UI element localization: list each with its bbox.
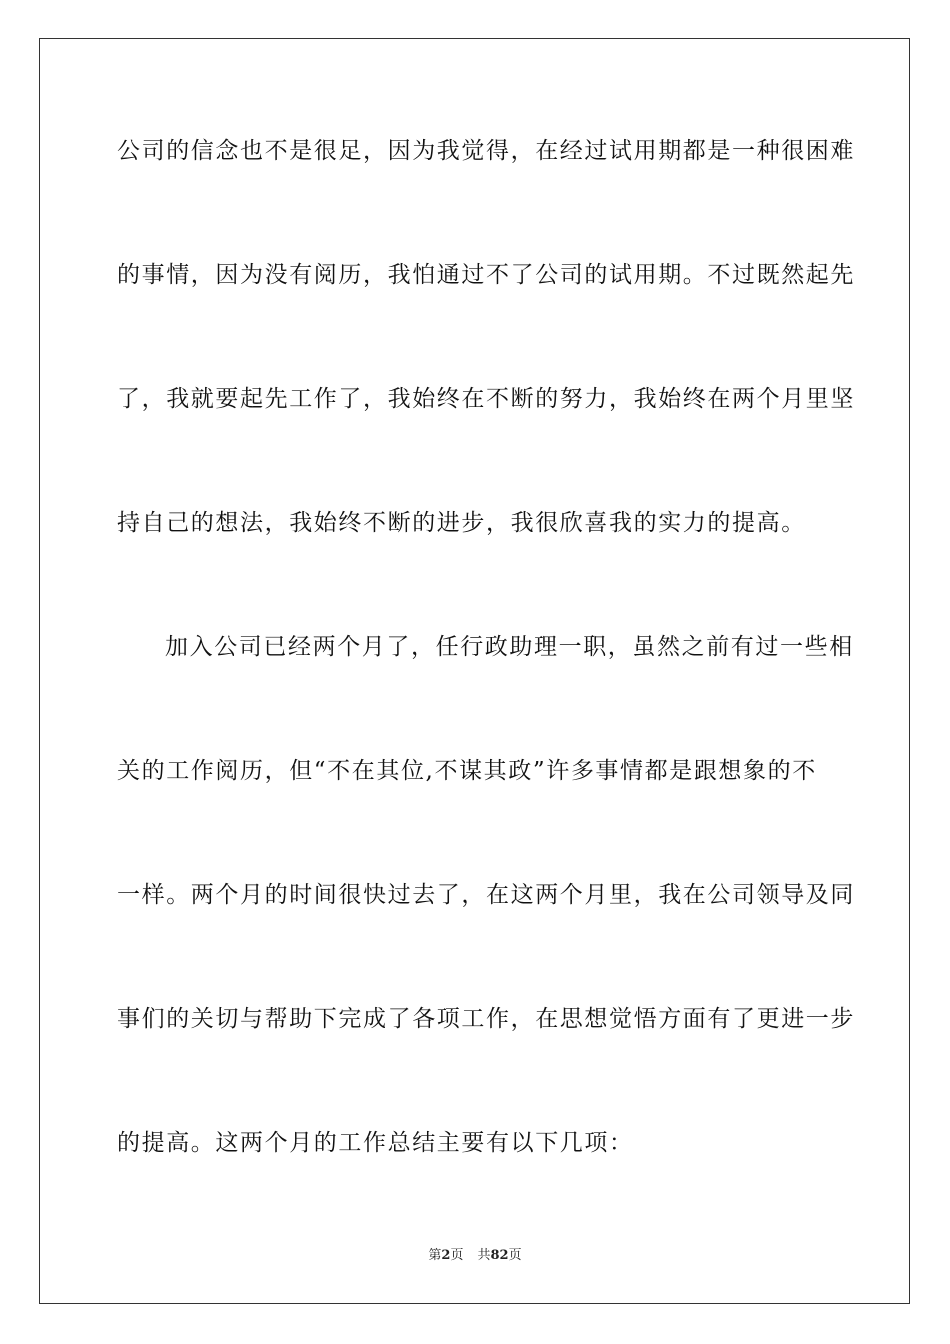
text-line-8: 事们的关切与帮助下完成了各项工作，在思想觉悟方面有了更进一步: [117, 1006, 855, 1032]
text-line-6: 关的工作阅历，但“不在其位,不谋其政”许多事情都是跟想象的不: [117, 758, 817, 784]
footer-total-number: 82: [490, 1248, 509, 1263]
page-border: [39, 38, 910, 1304]
text-line-1: 公司的信念也不是很足，因为我觉得，在经过试用期都是一种很困难: [117, 138, 855, 164]
footer-total-suffix: 页: [508, 1248, 522, 1263]
text-line-2: 的事情，因为没有阅历，我怕通过不了公司的试用期。不过既然起先: [117, 262, 855, 288]
text-line-4: 持自己的想法，我始终不断的进步，我很欣喜我的实力的提高。: [117, 510, 806, 536]
footer-total-prefix: 共: [477, 1248, 491, 1263]
text-line-9: 的提高。这两个月的工作总结主要有以下几项：: [117, 1130, 634, 1156]
page-footer: [0, 1247, 950, 1265]
footer-page-number: 2: [441, 1248, 451, 1263]
footer-page-suffix: 页: [450, 1248, 464, 1263]
text-line-3: 了，我就要起先工作了，我始终在不断的努力，我始终在两个月里坚: [117, 386, 855, 412]
footer-page-prefix: 第: [428, 1248, 442, 1263]
text-line-7: 一样。两个月的时间很快过去了，在这两个月里，我在公司领导及同: [117, 882, 855, 908]
text-line-5: 加入公司已经两个月了，任行政助理一职，虽然之前有过一些相: [165, 634, 854, 660]
